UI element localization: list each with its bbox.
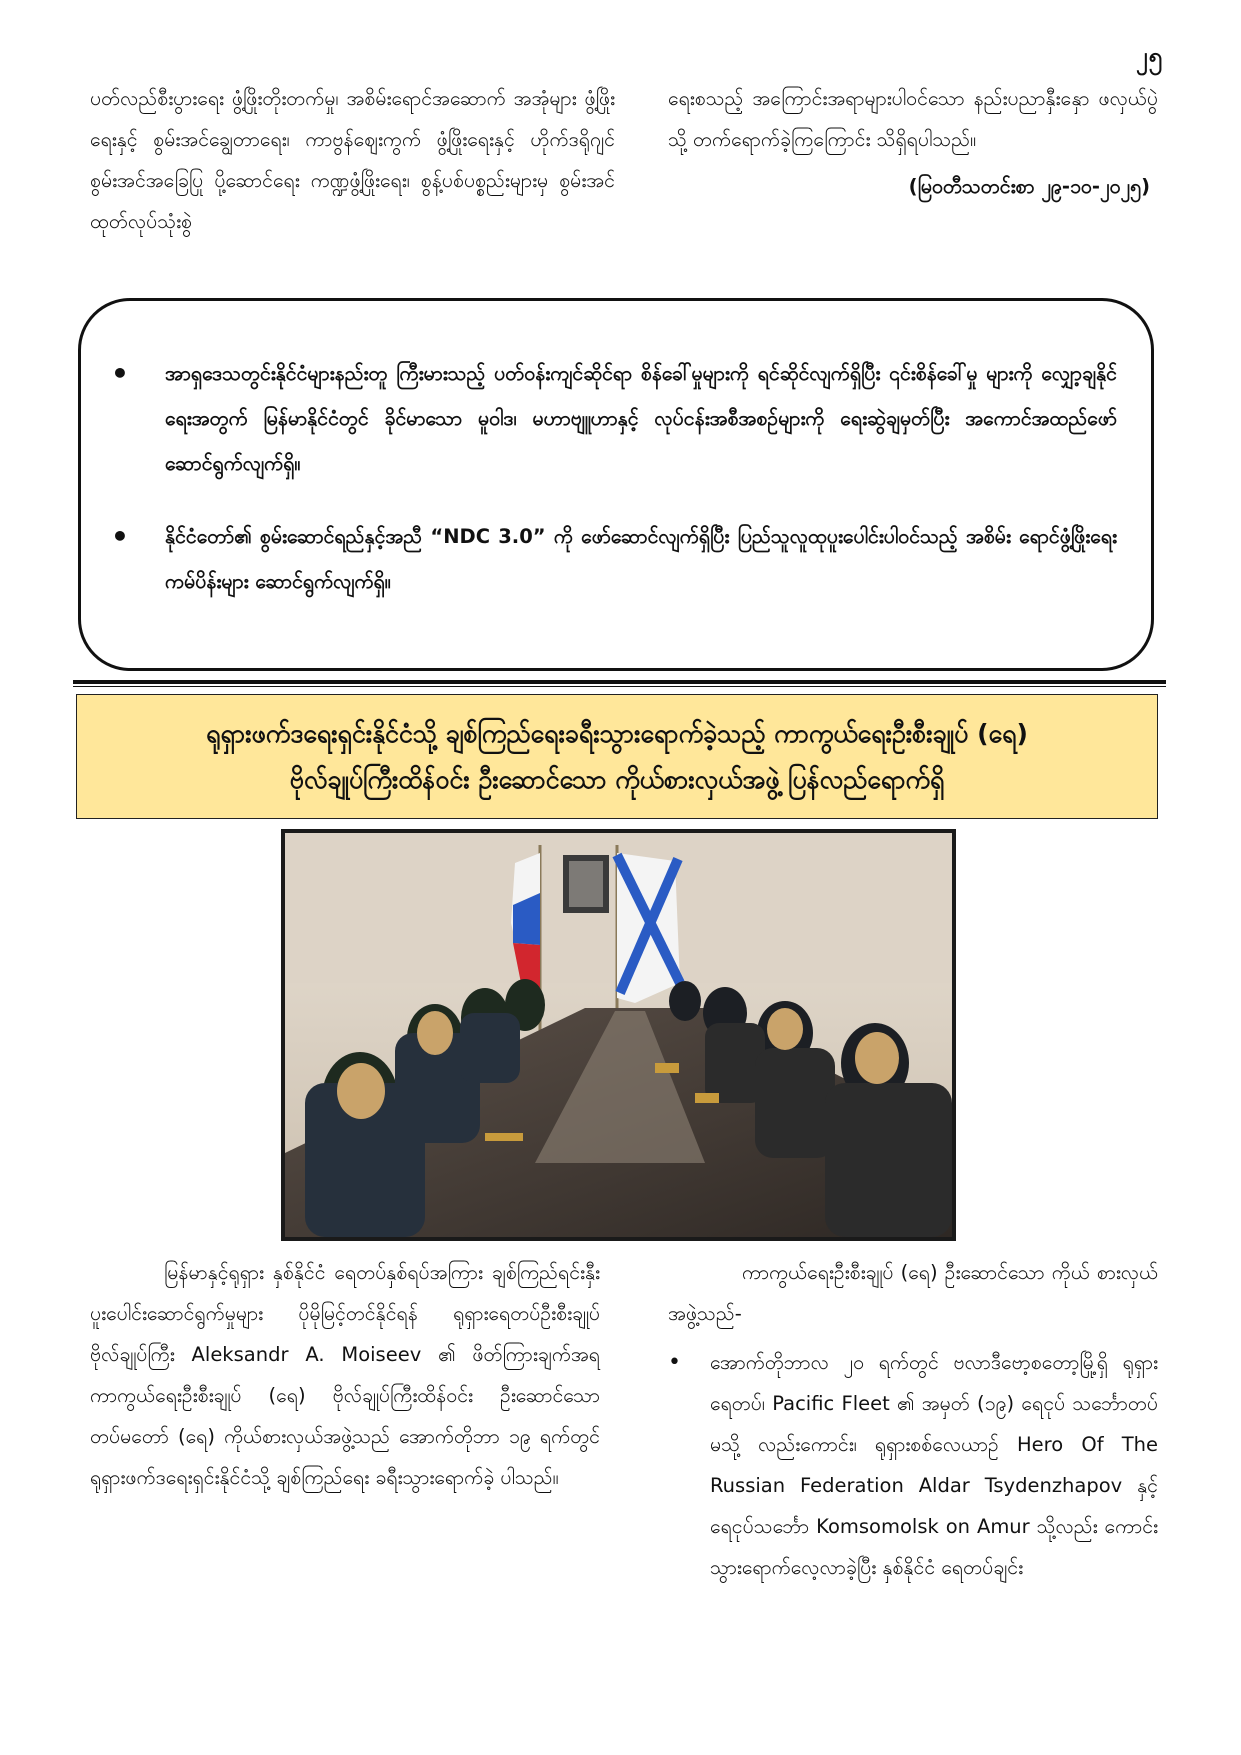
meeting-photo [281,829,956,1241]
bullet-icon: • [111,357,129,390]
headline-line-2: ဗိုလ်ချုပ်ကြီးထိန်ဝင်း ဦးဆောင်သော ကိုယ်စားလှယ်အဖွဲ့ ပြန်လည်ရောက်ရှိ [289,764,945,794]
bottom-left-column [90,1252,600,1498]
closing-paragraph: ရေးစသည့် အကြောင်းအရာများပါဝင်သော နည်းပညာနှီးနှော ဖလှယ်ပွဲသို့ တက်ရောက်ခဲ့ကြကြောင်း သိရှိရပါသည်။ [668,87,1158,151]
highlight-item [111,351,1117,486]
highlight-text: အာရှဒေသတွင်းနိုင်ငံများနည်းတူ ကြီးမားသည့် ပတ်ဝန်းကျင်ဆိုင်ရာ စိန်ခေါ်မှုများကို ရင်ဆိုင်လျက်ရှိပြီး ၎င်းစိန်ခေါ်မှု များကို လျှော့ချနိုင်ရေးအတွက် မြန်မာနိုင်ငံတွင် ခိုင်မာသော မူဝါဒ၊ မဟာဗျူဟာနှင့် လုပ်ငန်းအစီအစဉ်များကို ရေးဆွဲချမှတ်ပြီး အကောင်အထည်ဖော် ဆောင်ရွက်လျက်ရှိ။ [165,362,1117,475]
top-left-column [90,78,615,242]
article-bullet-list [668,1342,1158,1588]
section-divider-thin [73,686,1166,687]
article-bullet-text: အောက်တိုဘာလ ၂၀ ရက်တွင် ဗလာဒီဗော့စတော့မြို့ရှိ ရုရှားရေတပ်၊ Pacific Fleet ၏ အမှတ် (၁၉) ရေငုပ် သင်္ဘောတပ်မသို့ လည်းကောင်း၊ ရုရှားစစ်လေယာဉ် Hero Of The Russian Federation Aldar Tsydenzhapov နှင့်ရေငုပ်သင်္ဘော Komsomolsk on Amur သို့လည်း ကောင်းသွားရောက်လေ့လာခဲ့ပြီး နှစ်နိုင်ငံ ရေတပ်ချင်း [710,1351,1158,1579]
article-intro: ကာကွယ်ရေးဦးစီးချုပ် (ရေ) ဦးဆောင်သော ကိုယ် စားလှယ်အဖွဲ့သည်- [668,1261,1158,1325]
article-headline [76,694,1158,819]
highlight-box [78,298,1154,671]
highlight-list [81,301,1151,604]
top-right-column [668,78,1158,207]
section-divider [73,680,1166,684]
highlight-text: နိုင်ငံတော်၏ စွမ်းဆောင်ရည်နှင့်အညီ “NDC 3.0” ကို ဖော်ဆောင်လျက်ရှိပြီး ပြည်သူလူထုပူးပေါင်းပါဝင်သည့် အစိမ်း ရောင်ဖွံ့ဖြိုးရေးကမ်ပိန်းများ ဆောင်ရွက်လျက်ရှိ။ [165,525,1117,593]
bottom-right-column [668,1252,1158,1588]
article-paragraph: မြန်မာနှင့်ရုရှား နှစ်နိုင်ငံ ရေတပ်နှစ်ရပ်အကြား ချစ်ကြည်ရင်းနှီးပူးပေါင်းဆောင်ရွက်မှုများ ပိုမိုမြင့်တင်နိုင်ရန် ရုရှားရေတပ်ဦးစီးချုပ် ဗိုလ်ချုပ်ကြီး Aleksandr A. Moiseev ၏ ဖိတ်ကြားချက်အရ ကာကွယ်ရေးဦးစီးချုပ် (ရေ) ဗိုလ်ချုပ်ကြီးထိန်ဝင်း ဦးဆောင်သော တပ်မတော် (ရေ) ကိုယ်စားလှယ်အဖွဲ့သည် အောက်တိုဘာ ၁၉ ရက်တွင် ရုရှားဖက်ဒရေးရှင်းနိုင်ငံသို့ ချစ်ကြည်ရေး ခရီးသွားရောက်ခဲ့ ပါသည်။ [90,1261,600,1489]
bullet-icon: • [668,1350,681,1375]
bullet-icon: • [111,520,129,553]
article-bullet-item [668,1342,1158,1588]
page-number: ၂၅ [1135,42,1163,70]
highlight-item [111,514,1117,604]
meeting-photo-illustration [285,833,952,1237]
source-citation: (မြဝတီသတင်းစာ ၂၉-၁၀-၂၀၂၅) [908,175,1150,198]
headline-line-1: ရုရှားဖက်ဒရေးရှင်းနိုင်ငံသို့ ချစ်ကြည်ရေးခရီးသွားရောက်ခဲ့သည့် ကာကွယ်ရေးဦးစီးချုပ် (ရေ) [206,718,1028,748]
continued-paragraph: ပတ်လည်စီးပွားရေး ဖွံ့ဖြိုးတိုးတက်မှု၊ အစိမ်းရောင်အဆောက် အအုံများ ဖွံ့ဖြိုးရေးနှင့် စွမ်းအင်ချွေတာရေး၊ ကာဗွန်ဈေးကွက် ဖွံ့ဖြိုးရေးနှင့် ဟိုက်ဒရိုဂျင်စွမ်းအင်အခြေပြု ပို့ဆောင်ရေး ကဏ္ဍဖွံ့ဖြိုးရေး၊ စွန့်ပစ်ပစ္စည်းများမှ စွမ်းအင်ထုတ်လုပ်သုံးစွဲ [90,87,615,233]
